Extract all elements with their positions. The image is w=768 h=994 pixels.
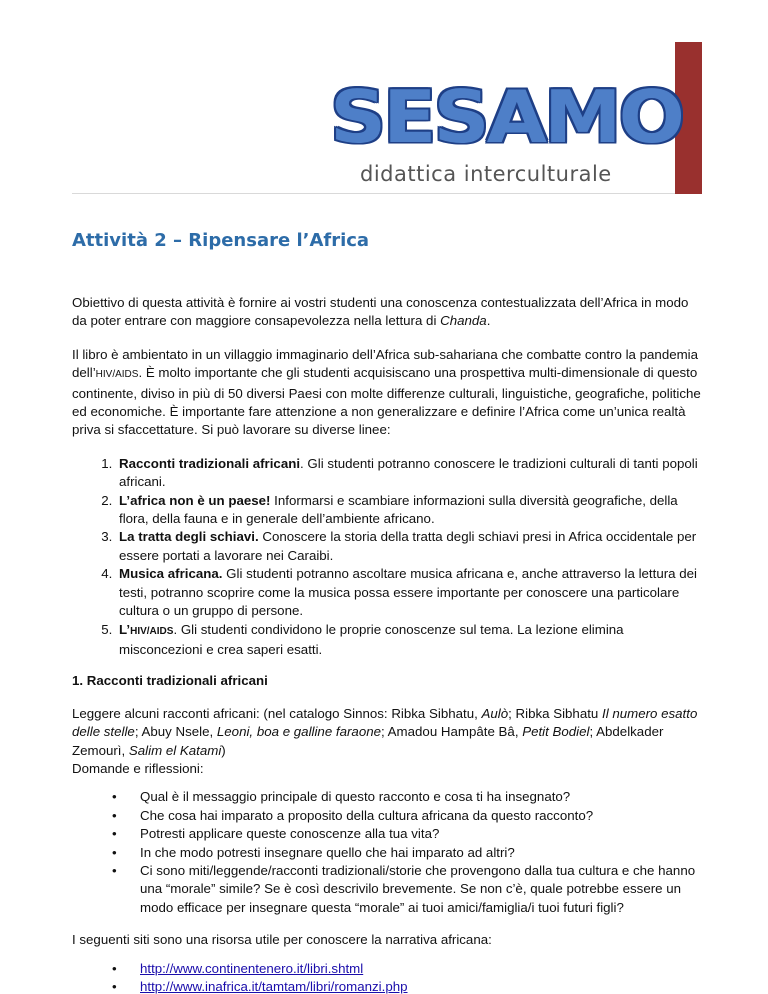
logo-word: SESAMO (330, 76, 682, 160)
list-item-text: Informarsi e scambiare informazioni sulla diversità geografiche, della flora, della fauna e in generale dell’ambiente africano. (119, 492, 678, 527)
links-list (112, 960, 702, 994)
reading-text: ; Abdelkader Zemourì, (72, 724, 664, 758)
book-title: Il numero esatto delle stelle (72, 705, 698, 740)
list-item (116, 455, 702, 492)
questions-list (112, 788, 702, 917)
header-divider (72, 193, 675, 194)
list-item-text: Conoscere la storia della tratta degli schiavi presi in Africa occidentale per essere portati a lavorare nei Caraibi. (119, 529, 697, 563)
reading-text: ; Ribka Sibhatu (508, 705, 602, 721)
sesamo-logo (330, 76, 682, 186)
reading-text: ) (221, 742, 226, 758)
document-body (72, 294, 702, 994)
list-item-title: La tratta degli schiavi. (119, 529, 259, 545)
page-title: Attività 2 – Ripensare l’Africa (72, 230, 370, 251)
reading-text: Leggere alcuni racconti africani: (nel catalogo Sinnos: Ribka Sibhatu, (72, 705, 482, 721)
list-item (112, 960, 702, 978)
intro-text: Obiettivo di questa attività è fornire ai vostri studenti una conoscenza contestualizzata dell’Africa in modo da poter entrare con maggiore consapevolezza nella lettura di (72, 295, 689, 329)
section-heading: 1. Racconti tradizionali africani (72, 673, 268, 689)
resources-intro: I seguenti siti sono una risorsa utile per conoscere la narrativa africana: (72, 932, 492, 948)
book-title: Salim el Katami (128, 742, 222, 758)
list-item-title: Musica africana. (119, 566, 223, 582)
list-item (116, 565, 702, 620)
list-item-text: . Gli studenti potranno conoscere le tradizioni culturali di tanti popoli africani. (119, 455, 698, 490)
list-item-text: Gli studenti potranno ascoltare musica africana e, anche attraverso la lettura dei testi, potranno scoprire come la musica possa essere importante per conoscere una particolare cultura o un gruppo di persone. (119, 566, 697, 619)
list-item (112, 978, 702, 994)
resource-link[interactable]: http://www.continentenero.it/libri.shtml (140, 960, 364, 976)
questions-label: Domande e riflessioni: (72, 760, 204, 776)
activity-lines-list (94, 455, 702, 659)
list-item (116, 621, 702, 660)
list-item: • Qual è il messaggio principale di questo racconto e cosa ti ha insegnato? (112, 788, 702, 806)
book-title: Petit Bodiel (522, 724, 590, 740)
intro-paragraph-2 (72, 346, 702, 440)
reading-paragraph (72, 705, 702, 779)
list-item (116, 492, 702, 529)
book-title: Chanda (440, 313, 487, 329)
list-item-title-term: HIV/AIDS (130, 625, 174, 637)
list-item: • Ci sono miti/leggende/racconti tradizionali/storie che provengono dalla tua cultura e che hanno una “morale” simile? Se è così descrivilo brevemente. Se non c’è, quale potrebbe essere un modo efficace per insegnare questa “morale” ai tuoi amici/famiglia/i tuoi futuri figli? (112, 862, 702, 917)
hiv-aids-term: HIV/AIDS (95, 369, 139, 381)
reading-text: ; Amadou Hampâte Bâ, (381, 724, 523, 740)
list-item-title: L’ (119, 621, 131, 637)
reading-text: ; Abuy Nsele, (134, 724, 217, 740)
list-item-title: L’africa non è un paese! (119, 492, 271, 508)
list-item: • In che modo potresti insegnare quello che hai imparato ad altri? (112, 844, 702, 862)
intro-text: Il libro è ambientato in un villaggio immaginario dell’Africa sub-sahariana che combatte contro la pandemia dell’ (72, 346, 699, 381)
book-title: Aulò (481, 705, 509, 721)
list-item: • Che cosa hai imparato a proposito della cultura africana da questo racconto? (112, 807, 702, 825)
intro-text-end: . È molto importante che gli studenti acquisiscano una prospettiva multi-dimensionale di questo continente, diviso in più di 50 diversi Paesi con molte differenze culturali, linguistiche, geografiche, politiche ed economiche. È importante fare attenzione a non generalizzare e definire l’Africa come un’unica realtà priva si sfaccettature. Si può lavorare su diverse linee: (72, 365, 701, 438)
intro-text-end: . (486, 313, 491, 329)
logo-subtitle: didattica interculturale (360, 162, 612, 186)
list-item-text: . Gli studenti condividono le proprie conoscenze sul tema. La lezione elimina misconcezioni e crea saperi esatti. (119, 621, 624, 657)
resource-link[interactable]: http://www.inafrica.it/tamtam/libri/romanzi.php (140, 979, 408, 994)
intro-paragraph-1 (72, 294, 702, 331)
book-title: Leoni, boa e galline faraone (216, 724, 382, 740)
list-item: • Potresti applicare queste conoscenze alla tua vita? (112, 825, 702, 843)
list-item (116, 528, 702, 565)
list-item-title: Racconti tradizionali africani (119, 455, 301, 471)
